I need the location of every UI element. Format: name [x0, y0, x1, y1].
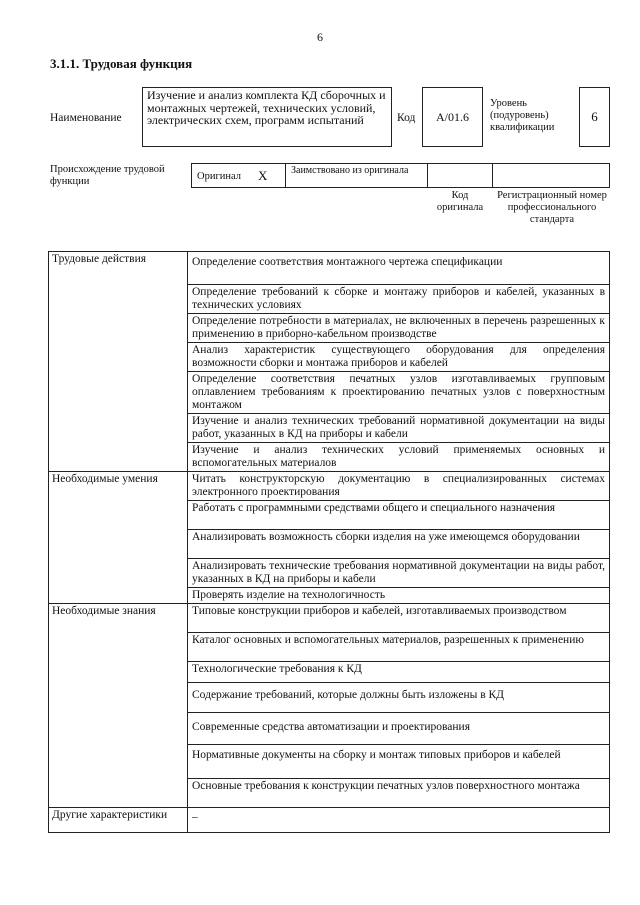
table-cell: Каталог основных и вспомогательных материалов, разрешенных к применению [188, 633, 610, 662]
name-value: Изучение и анализ комплекта КД сборочных и монтажных чертежей, технических условий, электрических схем, программ испытаний [147, 88, 386, 127]
section-title: 3.1.1. Трудовая функция [50, 56, 193, 71]
table-cell: Анализировать технические требования нормативной документации на виды работ, указанных в КД на приборы и кабели [188, 559, 610, 588]
original-mark: X [258, 168, 268, 183]
table-cell: – [188, 808, 610, 833]
page-number: 6 [317, 30, 323, 44]
function-table [48, 251, 610, 833]
borrowed-label: Заимствовано из оригинала [291, 165, 409, 176]
table-cell: Определение требований к сборке и монтажу приборов и кабелей, указанных в технических условиях [188, 285, 610, 314]
table-cell: Определение соответствия монтажного чертежа спецификации [188, 252, 610, 285]
table-cell: Определение соответствия печатных узлов изготавливаемых групповым оплавлением требованиям к проектированию печатных узлов с поверхностным монтажом [188, 372, 610, 414]
code-value: A/01.6 [436, 109, 469, 124]
origin-divider-2 [427, 163, 428, 188]
table-row [49, 472, 610, 501]
original-label: Оригинал [197, 171, 241, 182]
table-cell: Изучение и анализ технических требований нормативной документации на виды работ, указанных в КД на приборы и кабели [188, 414, 610, 443]
level-value-box [579, 87, 610, 147]
table-row [49, 604, 610, 633]
row-label: Другие характеристики [49, 808, 188, 833]
row-label: Необходимые знания [49, 604, 188, 808]
row-label: Необходимые умения [49, 472, 188, 604]
name-label: Наименование [50, 112, 122, 124]
table-cell: Технологические требования к КД [188, 662, 610, 683]
table-cell: Читать конструкторскую документацию в специализированных системах электронного проектирования [188, 472, 610, 501]
origin-divider-3 [492, 163, 493, 188]
table-cell: Основные требования к конструкции печатных узлов поверхностного монтажа [188, 779, 610, 808]
table-cell: Работать с программными средствами общего и специального назначения [188, 501, 610, 530]
origin-row [191, 163, 610, 188]
level-value: 6 [591, 108, 598, 124]
origin-divider-1 [285, 163, 286, 188]
code-value-box [422, 87, 483, 147]
origin-label: Происхождение трудовой функции [50, 164, 165, 187]
table-cell: Проверять изделие на технологичность [188, 588, 610, 604]
row-label: Трудовые действия [49, 252, 188, 472]
table-cell: Изучение и анализ технических условий применяемых основных и вспомогательных материалов [188, 443, 610, 472]
table-cell: Содержание требований, которые должны быть изложены в КД [188, 683, 610, 713]
code-original-caption: Код оригинала [436, 190, 484, 213]
table-row [49, 808, 610, 833]
table-cell: Современные средства автоматизации и проектирования [188, 713, 610, 745]
table-row [49, 252, 610, 285]
table-cell: Определение потребности в материалах, не включенных в перечень разрешенных к применению в приборно-кабельном производстве [188, 314, 610, 343]
table-cell: Анализ характеристик существующего оборудования для определения возможности сборки и монтажа приборов и кабелей [188, 343, 610, 372]
table-cell: Анализировать возможность сборки изделия на уже имеющемся оборудовании [188, 530, 610, 559]
name-value-box [142, 87, 392, 147]
table-cell: Типовые конструкции приборов и кабелей, изготавливаемых производством [188, 604, 610, 633]
level-label: Уровень (подуровень) квалификации [490, 98, 555, 133]
table-cell: Нормативные документы на сборку и монтаж типовых приборов и кабелей [188, 745, 610, 779]
reg-number-caption: Регистрационный номер профессионального стандарта [497, 190, 607, 225]
code-label: Код [397, 112, 416, 124]
